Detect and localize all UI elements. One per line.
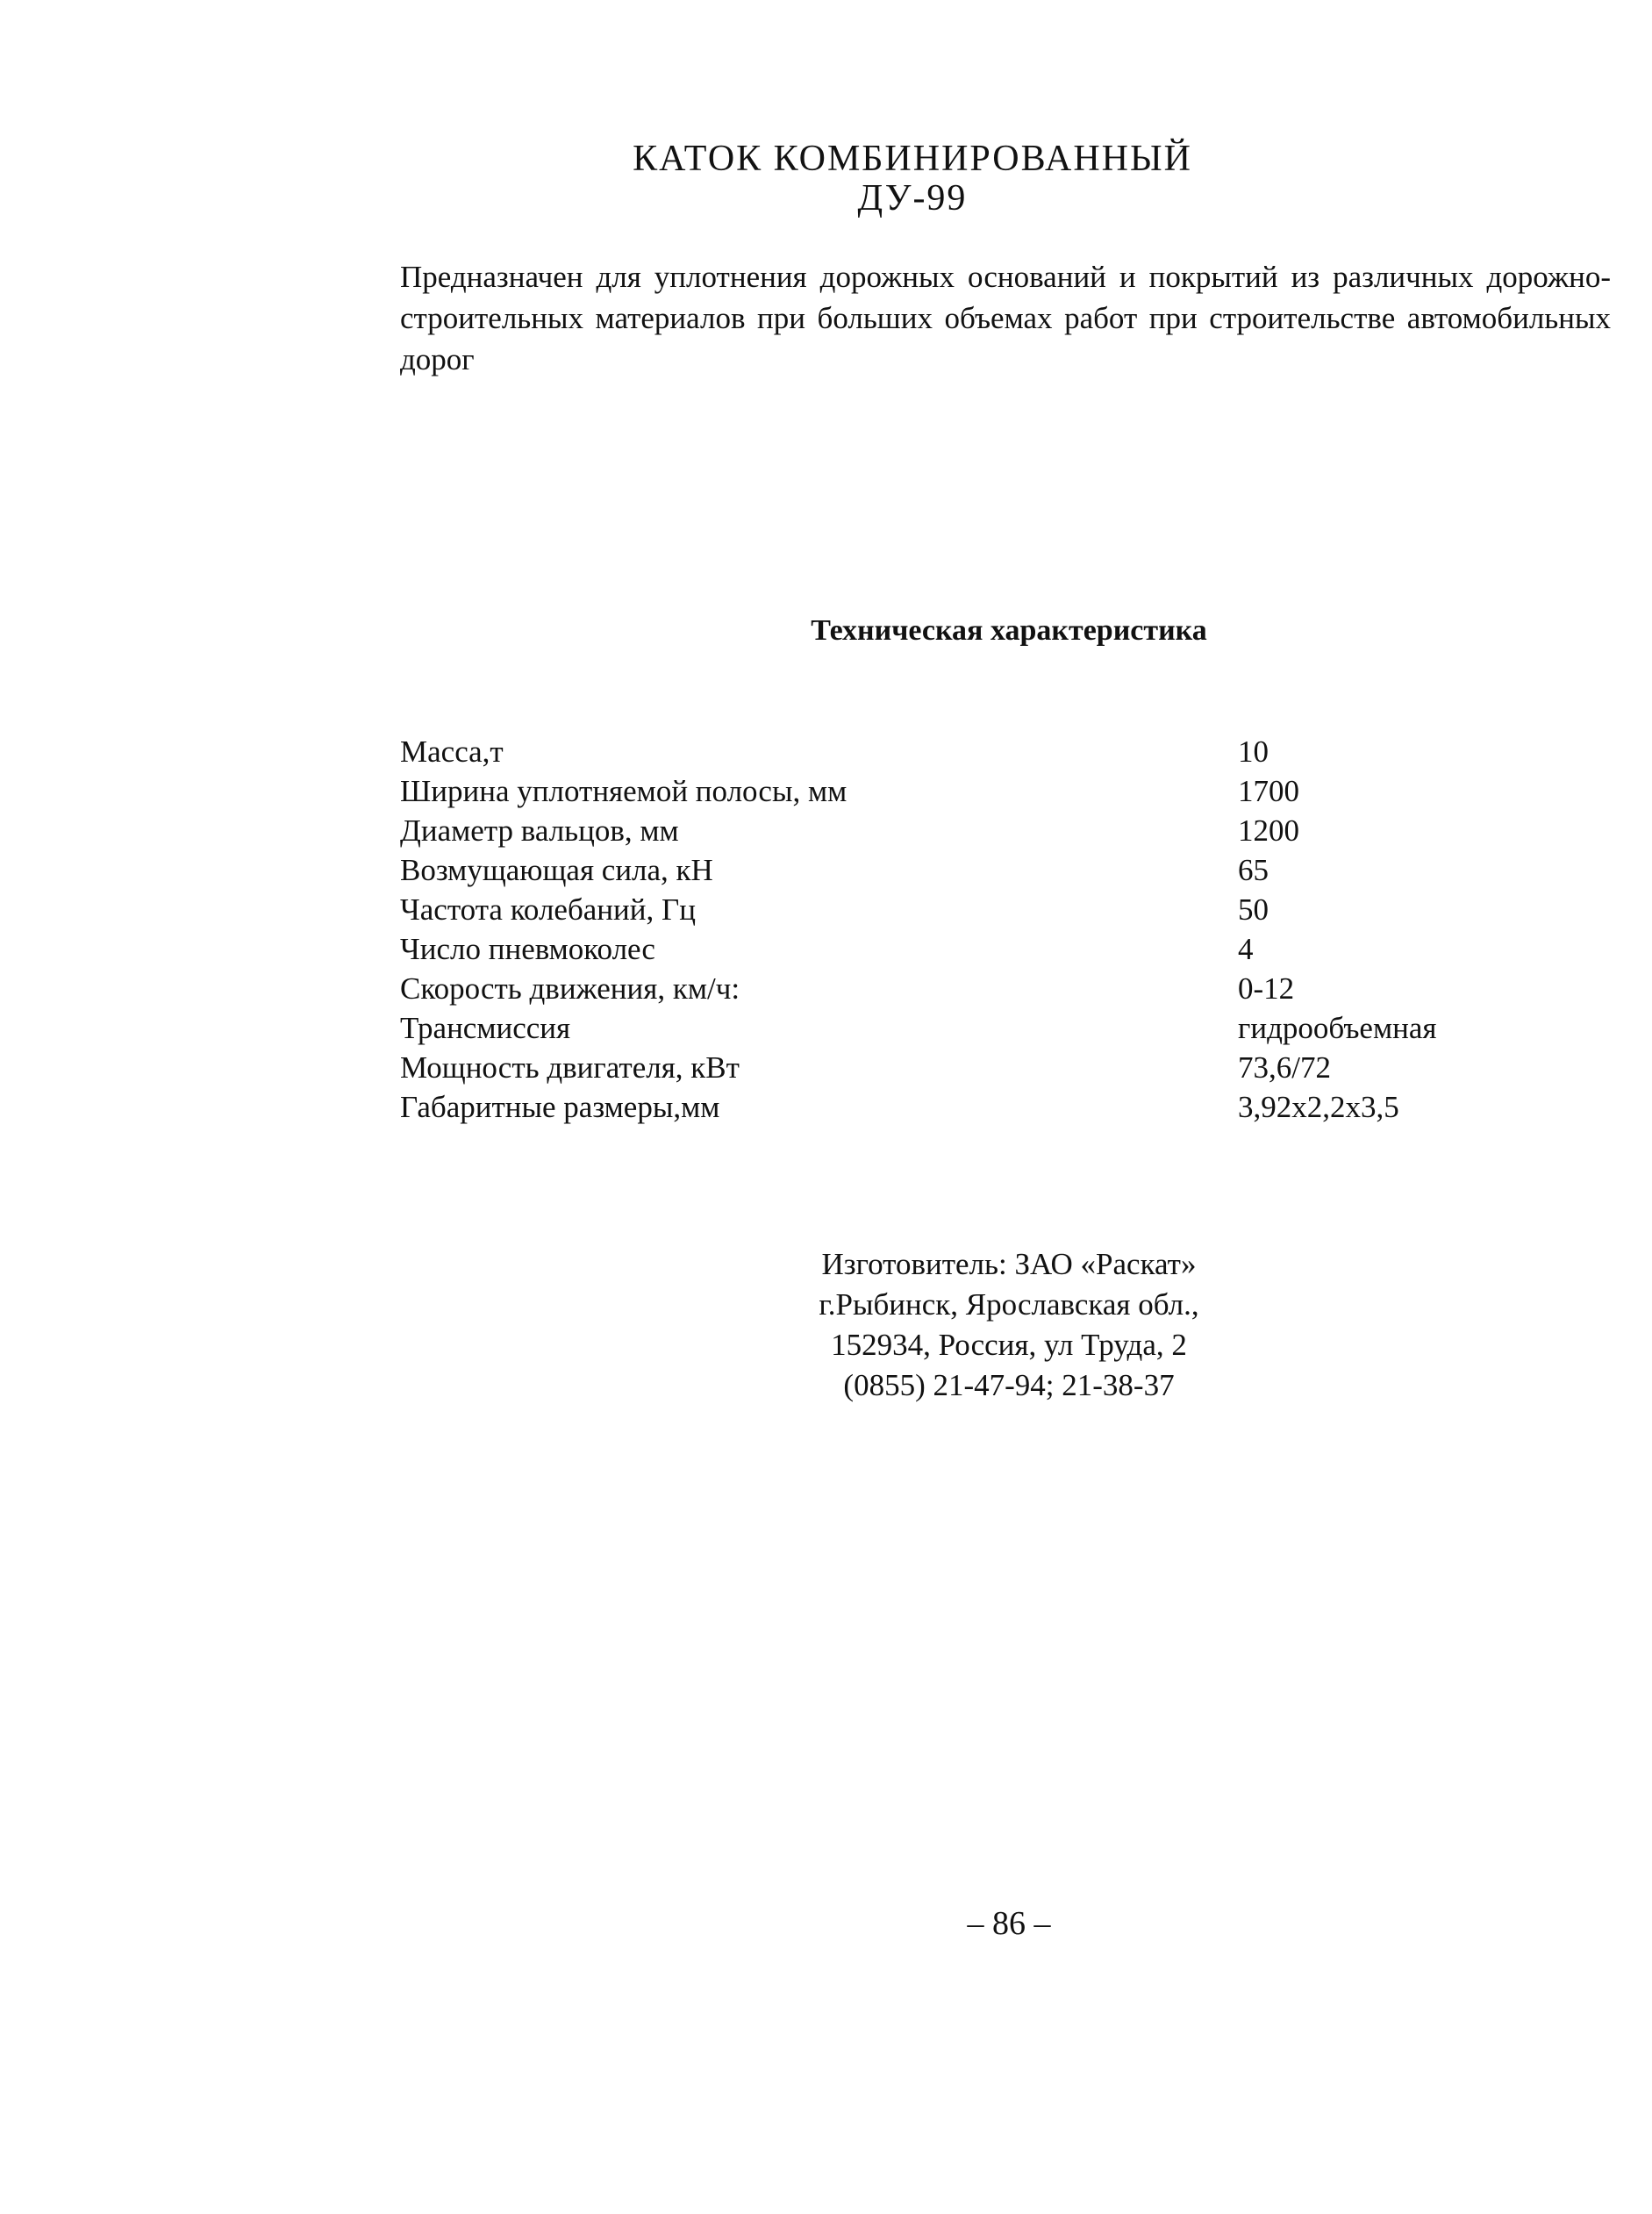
specs-heading: Техническая характеристика [811, 614, 1207, 647]
manufacturer-address: 152934, Россия, ул Труда, 2 [831, 1328, 1187, 1362]
spec-value: 50 [1238, 892, 1269, 927]
spec-row [400, 969, 1541, 1008]
manufacturer-name: Изготовитель: ЗАО «Раскат» [821, 1247, 1197, 1281]
spec-value: 3,92х2,2х3,5 [1238, 1090, 1399, 1124]
spec-label: Трансмиссия [400, 1011, 571, 1045]
spec-row [400, 811, 1541, 850]
manufacturer-city: г.Рыбинск, Ярославская обл., [819, 1287, 1199, 1322]
specs-table [400, 732, 1541, 1127]
purpose-description: Предназначен для уплотнения дорожных оснований и покрытий из различных дорожно-строительных материалов при больших объемах работ при строительстве автомобильных дорог [400, 260, 1611, 376]
spec-label: Ширина уплотняемой полосы, мм [400, 774, 847, 808]
spec-row [400, 1087, 1541, 1127]
spec-label: Число пневмоколес [400, 932, 655, 966]
spec-value: 10 [1238, 734, 1269, 769]
spec-row [400, 1048, 1541, 1087]
spec-value: 1700 [1238, 774, 1299, 808]
spec-row [400, 890, 1541, 929]
manufacturer-block [614, 1244, 1404, 1406]
manufacturer-phones: (0855) 21-47-94; 21-38-37 [843, 1368, 1175, 1402]
model-designation: ДУ-99 [857, 178, 968, 219]
spec-value: 73,6/72 [1238, 1050, 1331, 1085]
spec-label: Скорость движения, км/ч: [400, 971, 740, 1006]
spec-row [400, 929, 1541, 969]
spec-value: гидрообъемная [1238, 1011, 1437, 1045]
page-number: – 86 – [967, 1905, 1051, 1942]
spec-value: 4 [1238, 932, 1254, 966]
spec-label: Мощность двигателя, кВт [400, 1050, 740, 1085]
spec-row [400, 850, 1541, 890]
spec-label: Диаметр вальцов, мм [400, 813, 679, 848]
spec-value: 0-12 [1238, 971, 1295, 1006]
spec-value: 65 [1238, 853, 1269, 887]
spec-row [400, 771, 1541, 811]
document-title: КАТОК КОМБИНИРОВАННЫЙ [633, 139, 1192, 179]
spec-label: Масса,т [400, 734, 504, 769]
spec-row [400, 1008, 1541, 1048]
spec-label: Частота колебаний, Гц [400, 892, 696, 927]
spec-row [400, 732, 1541, 771]
spec-label: Возмущающая сила, кН [400, 853, 713, 887]
spec-label: Габаритные размеры,мм [400, 1090, 720, 1124]
spec-value: 1200 [1238, 813, 1299, 848]
